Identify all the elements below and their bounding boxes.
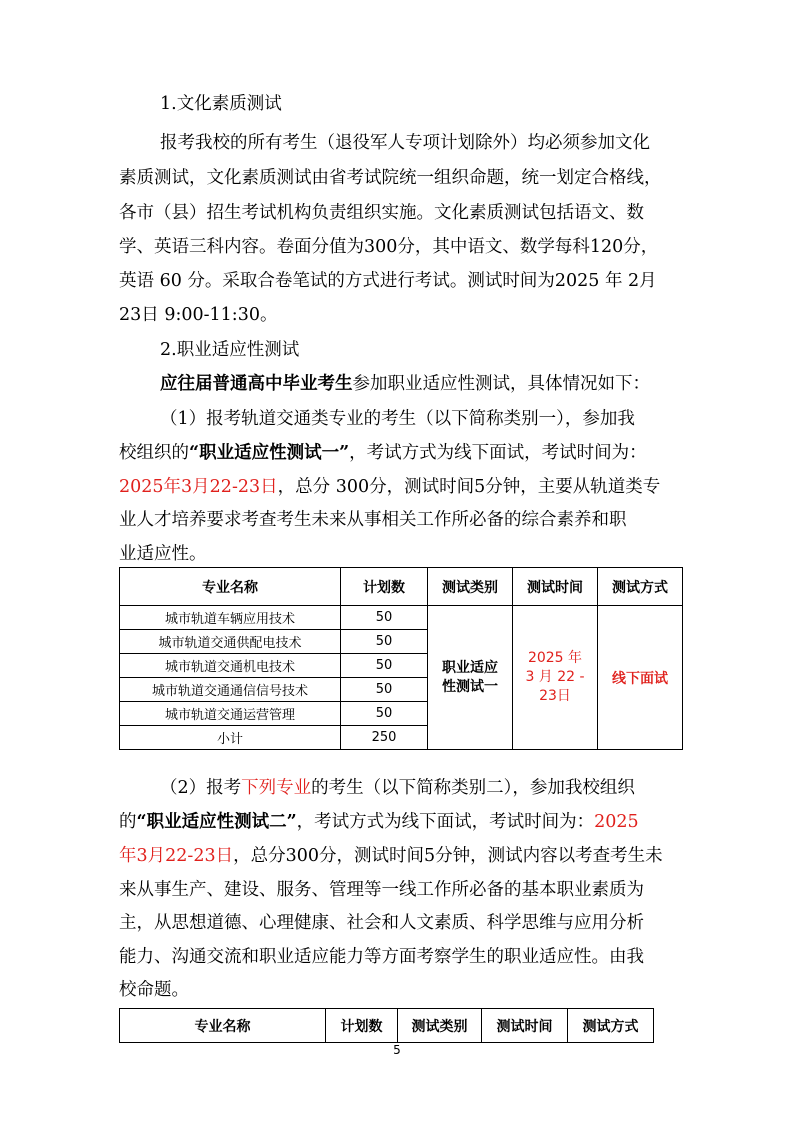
major-name-cell: 城市轨道交通运营管理 [120,702,341,726]
section2-heading: 2.职业适应性测试 [160,340,300,360]
text-span: ，考试方式为线下面试，考试时间为： [349,443,647,463]
header-test-method: 测试方式 [598,568,683,606]
paragraph-line: 业人才培养要求考查考生未来从事相关工作所必备的综合素养和职 [119,510,627,530]
header-test-time: 测试时间 [513,568,598,606]
text-span: ，总分 300分，测试时间5分钟，主要从轨道类专 [277,477,661,497]
major-table-category-2 [119,1008,654,1043]
subtotal-value: 250 [341,726,428,750]
table-header-row [120,1009,654,1043]
major-name-cell: 城市轨道车辆应用技术 [120,606,341,630]
test-type-text: 性测试一 [442,678,498,695]
plan-count-cell: 50 [341,654,428,678]
text-span: ，总分300分，测试时间5分钟，测试内容以考查考生未 [233,846,663,866]
plan-count-cell: 50 [341,702,428,726]
header-plan-count: 计划数 [341,568,428,606]
test-type-cell [428,606,513,750]
section2-intro [160,372,650,396]
header-test-method: 测试方式 [568,1009,654,1043]
test-time-text: 3 月 22 - [525,669,585,685]
paragraph-line: 各市（县）招生考试机构负责组织实施。文化素质测试包括语文、数 [119,203,644,223]
plan-count-cell: 50 [341,678,428,702]
intro-bold-text: 应往届普通高中毕业考生 [160,374,353,394]
major-name-cell: 城市轨道交通机电技术 [120,654,341,678]
paragraph-line: 报考我校的所有考生（退役军人专项计划除外）均必须参加文化 [160,133,650,153]
test-time-text: 23日 [539,688,571,704]
paragraph-line: 英语 60 分。采取合卷笔试的方式进行考试。测试时间为2025 年 2月 [119,271,657,291]
table-header-row [120,568,683,606]
text-span: 校组织的 [119,443,189,463]
test-type-text: 职业适应 [442,659,498,676]
major-name-cell: 城市轨道交通通信信号技术 [120,678,341,702]
paragraph-line: 主，从思想道德、心理健康、社会和人文素质、科学思维与应用分析 [119,913,644,933]
intro-text: 参加职业适应性测试，具体情况如下： [352,374,650,394]
text-span: （2）报考 [160,778,242,798]
paragraph-line: 23日 9:00-11:30。 [119,305,278,325]
paragraph-line: 素质测试，文化素质测试由省考试院统一组织命题，统一划定合格线， [119,168,662,188]
test-method-cell: 线下面试 [598,606,683,750]
test-time-cell [513,606,598,750]
header-major-name: 专业名称 [120,1009,326,1043]
table-row [120,606,683,630]
text-span: 的考生（以下简称类别二），参加我校组织 [311,778,635,798]
paragraph-line [119,810,639,834]
page-number: 5 [393,1043,401,1057]
header-test-type: 测试类别 [398,1009,482,1043]
plan-count-cell: 50 [341,630,428,654]
paragraph-line [119,441,647,465]
header-plan-count: 计划数 [326,1009,398,1043]
header-major-name: 专业名称 [120,568,341,606]
paragraph-line: 来从事生产、建设、服务、管理等一线工作所必备的基本职业素质为 [119,880,644,900]
section1-heading: 1.文化素质测试 [160,94,282,114]
header-test-type: 测试类别 [428,568,513,606]
paragraph-line [119,475,660,499]
date-highlight: 2025年3月22-23日 [119,477,278,497]
test-time-text: 2025 年 [527,650,583,666]
paragraph-line: （1）报考轨道交通类专业的考生（以下简称类别一），参加我 [160,409,635,429]
major-table-category-1 [119,567,683,750]
test-name-bold: “职业适应性测试一” [189,443,350,463]
highlight-text: 下列专业 [241,778,312,798]
test-name-bold: “职业适应性测试二” [136,812,297,832]
paragraph-line [119,844,663,868]
paragraph-line [160,776,635,800]
paragraph-line: 校命题。 [119,980,189,1000]
date-highlight: 年3月22-23日 [119,846,234,866]
paragraph-line: 学、英语三科内容。卷面分值为300分，其中语文、数学每科120分， [119,237,659,257]
paragraph-line: 业适应性。 [119,544,207,564]
text-span: ，考试方式为线下面试，考试时间为： [296,812,595,832]
date-highlight: 2025 [594,812,639,832]
header-test-time: 测试时间 [482,1009,568,1043]
paragraph-line: 能力、沟通交流和职业适应能力等方面考察学生的职业适应性。由我 [119,947,644,967]
plan-count-cell: 50 [341,606,428,630]
subtotal-label: 小计 [120,726,341,750]
major-name-cell: 城市轨道交通供配电技术 [120,630,341,654]
text-span: 的 [119,812,137,832]
